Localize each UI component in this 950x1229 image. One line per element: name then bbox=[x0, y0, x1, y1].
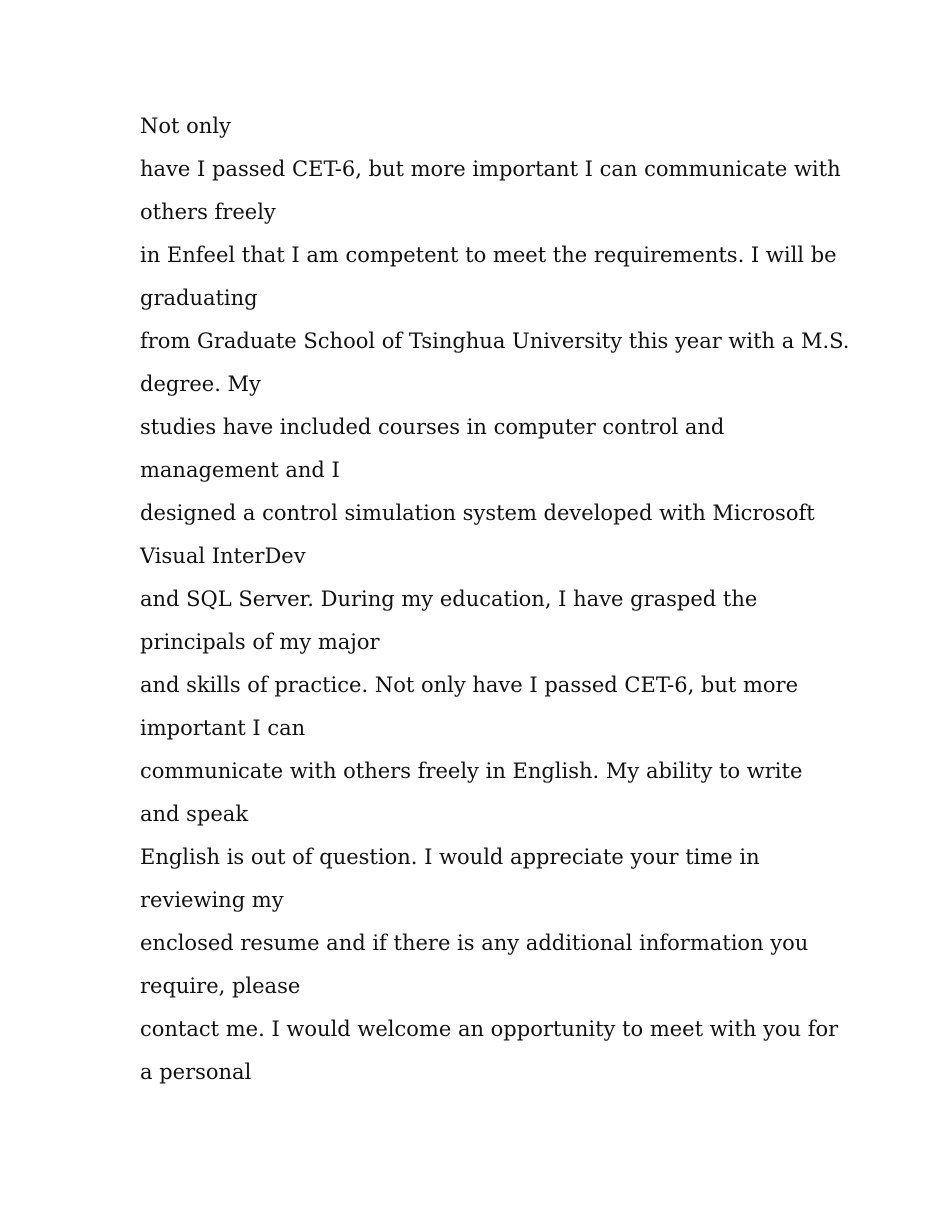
text-line: designed a control simulation system developed with Microsoft bbox=[140, 501, 815, 525]
text-line: and SQL Server. During my education, I have grasped the bbox=[140, 587, 758, 611]
text-line: contact me. I would welcome an opportunity to meet with you for bbox=[140, 1017, 839, 1041]
text-line: and speak bbox=[140, 802, 249, 826]
text-line: communicate with others freely in English. My ability to write bbox=[140, 759, 803, 783]
text-line: from Graduate School of Tsinghua University this year with a M.S. bbox=[140, 329, 850, 353]
text-line: require, please bbox=[140, 974, 301, 998]
text-line: studies have included courses in computer control and bbox=[140, 415, 725, 439]
document-body bbox=[140, 105, 850, 1094]
text-line: important I can bbox=[140, 716, 306, 740]
text-line: management and I bbox=[140, 458, 340, 482]
text-line: others freely bbox=[140, 200, 276, 224]
text-line: degree. My bbox=[140, 372, 261, 396]
text-line: in Enfeel that I am competent to meet the requirements. I will be bbox=[140, 243, 837, 267]
text-line: principals of my major bbox=[140, 630, 380, 654]
text-line: graduating bbox=[140, 286, 258, 310]
text-line: and skills of practice. Not only have I passed CET-6, but more bbox=[140, 673, 799, 697]
text-line: reviewing my bbox=[140, 888, 284, 912]
text-line: enclosed resume and if there is any additional information you bbox=[140, 931, 809, 955]
text-line: have I passed CET-6, but more important I can communicate with bbox=[140, 157, 841, 181]
text-line: a personal bbox=[140, 1060, 252, 1084]
text-line: English is out of question. I would appreciate your time in bbox=[140, 845, 760, 869]
text-line: Visual InterDev bbox=[140, 544, 306, 568]
text-line: Not only bbox=[140, 114, 231, 138]
